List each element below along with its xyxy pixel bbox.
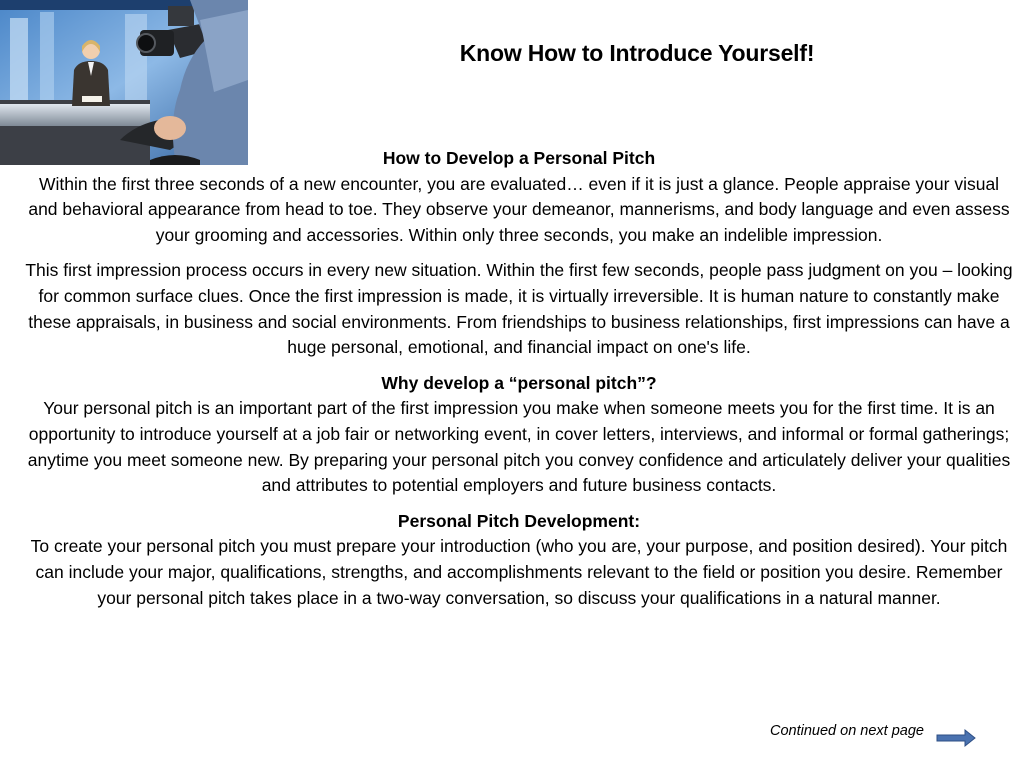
section-heading: Why develop a “personal pitch”? bbox=[381, 372, 657, 393]
section-pitch-development bbox=[22, 509, 1016, 611]
section-why-develop bbox=[22, 371, 1016, 499]
page-title: Know How to Introduce Yourself! bbox=[459, 40, 815, 66]
section-heading: Personal Pitch Development: bbox=[397, 510, 641, 531]
arrow-shape bbox=[937, 730, 975, 746]
section-personal-pitch bbox=[22, 146, 1016, 361]
paragraph: Your personal pitch is an important part of the first impression you make when someone meets you for the first time. It is an opportunity to introduce yourself at a job fair or networking event, in cover letters, interviews, and informal or formal gatherings; anytime you meet someone new. By preparing your personal pitch you convey confidence and articulately deliver your qualities and attributes to potential employers and future business contacts. bbox=[27, 398, 1011, 496]
paragraph: This first impression process occurs in every new situation. Within the first few seconds, people pass judgment on you – looking for common surface clues. Once the first impression is made, it is virtually irreversible. It is human nature to constantly make these appraisals, in business and social environments. From friendships to business relationships, first impressions can have a huge personal, emotional, and financial impact on one's life. bbox=[25, 260, 1013, 358]
right-arrow-icon[interactable] bbox=[936, 728, 976, 748]
tv-studio-photo bbox=[0, 0, 248, 165]
paragraph: To create your personal pitch you must prepare your introduction (who you are, your purpose, and position desired). Your pitch can include your major, qualifications, strengths, and accomplishments relevant to the field or position you desire. Remember your personal pitch takes place in a two-way conversation, so discuss your qualifications in a natural manner. bbox=[30, 536, 1008, 608]
continued-note: Continued on next page bbox=[770, 723, 924, 739]
paragraph: Within the first three seconds of a new encounter, you are evaluated… even if it is just a glance. People appraise your visual and behavioral appearance from head to toe. They observe your demeanor, mannerisms, and body language and even assess your grooming and accessories. Within only three seconds, you make an indelible impression. bbox=[28, 173, 1010, 245]
section-heading: How to Develop a Personal Pitch bbox=[382, 148, 656, 168]
document-body bbox=[22, 146, 1016, 621]
